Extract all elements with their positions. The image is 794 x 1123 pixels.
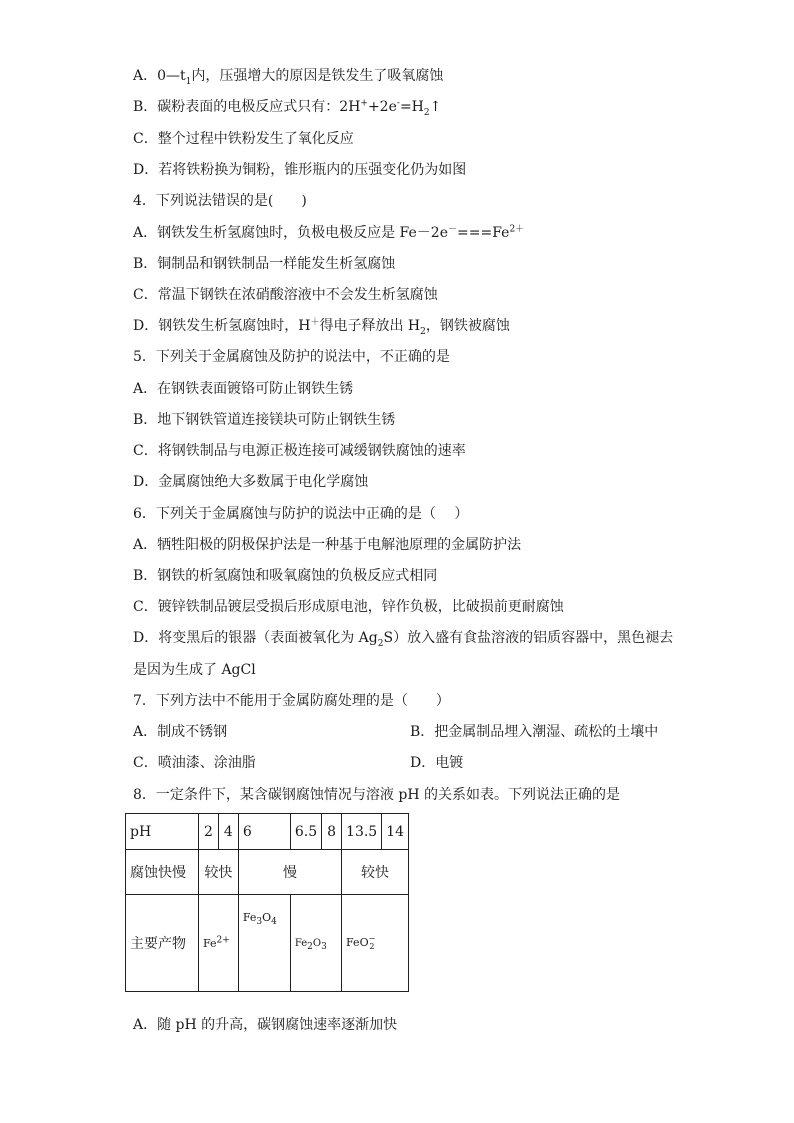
corrosion-ph-table bbox=[125, 813, 409, 992]
q8-option-a: A．随 pH 的升高，碳钢腐蚀速率逐渐加快 bbox=[133, 1017, 398, 1033]
products-label-cell: 主要产物 bbox=[126, 895, 199, 992]
ph-cell: 8 bbox=[322, 814, 342, 850]
product-fe2o3-cell: $Fe_2O_3$ bbox=[290, 895, 341, 992]
table-row-products bbox=[126, 895, 409, 992]
speed-cell: 较快 bbox=[199, 850, 239, 895]
product-fe2-cell: $Fe^{2+}$ bbox=[199, 895, 239, 992]
ph-cell: 14 bbox=[382, 814, 409, 850]
ph-cell: 4 bbox=[218, 814, 238, 850]
ph-cell: 13.5 bbox=[342, 814, 382, 850]
product-feo2-cell: FeO − 2 bbox=[342, 895, 409, 992]
q5-option-d: D．金属腐蚀绝大多数属于电化学腐蚀 bbox=[133, 474, 369, 490]
q5-stem: 5．下列关于金属腐蚀及防护的说法中，不正确的是 bbox=[133, 349, 450, 365]
q6-option-d-continued: 是因为生成了 AgCl bbox=[133, 662, 256, 678]
q3-option-a: A．$0—t_1$内，压强增大的原因是铁发生了吸氧腐蚀 bbox=[133, 68, 444, 87]
q6-option-c: C．镀锌铁制品镀层受损后形成原电池，锌作负极，比破损前更耐腐蚀 bbox=[133, 599, 564, 615]
q4-option-a: A．钢铁发生析氢腐蚀时，负极电极反应是 $Fe-2e^-===Fe^{2+}$ bbox=[133, 224, 525, 241]
q7-option-b: B．把金属制品埋入潮湿、疏松的土壤中 bbox=[410, 724, 659, 740]
q4-option-b: B．铜制品和钢铁制品一样能发生析氢腐蚀 bbox=[133, 256, 396, 272]
q4-option-d: D．钢铁发生析氢腐蚀时，H＋得电子释放出 $H_2$，钢铁被腐蚀 bbox=[133, 317, 510, 337]
q7-stem: 7．下列方法中不能用于金属防腐处理的是（ ） bbox=[133, 693, 450, 709]
q4-option-c: C．常温下钢铁在浓硝酸溶液中不会发生析氢腐蚀 bbox=[133, 287, 438, 303]
q6-option-a: A．牺牲阳极的阴极保护法是一种基于电解池原理的金属防护法 bbox=[133, 537, 522, 553]
ph-cell: 6.5 bbox=[290, 814, 321, 850]
ph-label-cell: pH bbox=[126, 814, 199, 850]
q7-option-d: D．电镀 bbox=[410, 755, 464, 771]
q5-option-a: A．在钢铁表面镀铬可防止钢铁生锈 bbox=[133, 381, 354, 397]
q4-stem: 4．下列说法错误的是( ) bbox=[133, 193, 307, 209]
q6-option-b: B．钢铁的析氢腐蚀和吸氧腐蚀的负极反应式相同 bbox=[133, 568, 438, 584]
q7-option-c: C．喷油漆、涂油脂 bbox=[133, 755, 256, 771]
speed-label-cell: 腐蚀快慢 bbox=[126, 850, 199, 895]
table-row-ph bbox=[126, 814, 409, 850]
q7-option-a: A．制成不锈钢 bbox=[133, 724, 228, 740]
q6-stem: 6．下列关于金属腐蚀与防护的说法中正确的是（ ） bbox=[133, 506, 469, 522]
product-fe3o4-cell: $Fe_3O_4$ bbox=[238, 895, 290, 992]
q8-stem: 8．一定条件下，某含碳钢腐蚀情况与溶液 pH 的关系如表。下列说法正确的是 bbox=[133, 787, 620, 803]
q5-option-c: C．将钢铁制品与电源正极连接可减缓钢铁腐蚀的速率 bbox=[133, 443, 466, 459]
table-row-speed bbox=[126, 850, 409, 895]
q3-option-d: D．若将铁粉换为铜粉，锥形瓶内的压强变化仍为如图 bbox=[133, 162, 467, 178]
q5-option-b: B．地下钢铁管道连接镁块可防止钢铁生锈 bbox=[133, 412, 396, 428]
ph-cell: 2 bbox=[199, 814, 219, 850]
q3-option-c: C．整个过程中铁粉发生了氧化反应 bbox=[133, 131, 354, 147]
ph-cell: 6 bbox=[238, 814, 290, 850]
q6-option-d: D．将变黑后的银器（表面被氧化为 $Ag_2S$）放入盛有食盐溶液的铝质容器中，黑色褪去 bbox=[133, 630, 674, 649]
speed-cell: 较快 bbox=[342, 850, 409, 895]
speed-cell: 慢 bbox=[238, 850, 341, 895]
q3-option-b: B．碳粉表面的电极反应式只有：$2H^++2e^-=H_2↑$ bbox=[133, 98, 442, 118]
